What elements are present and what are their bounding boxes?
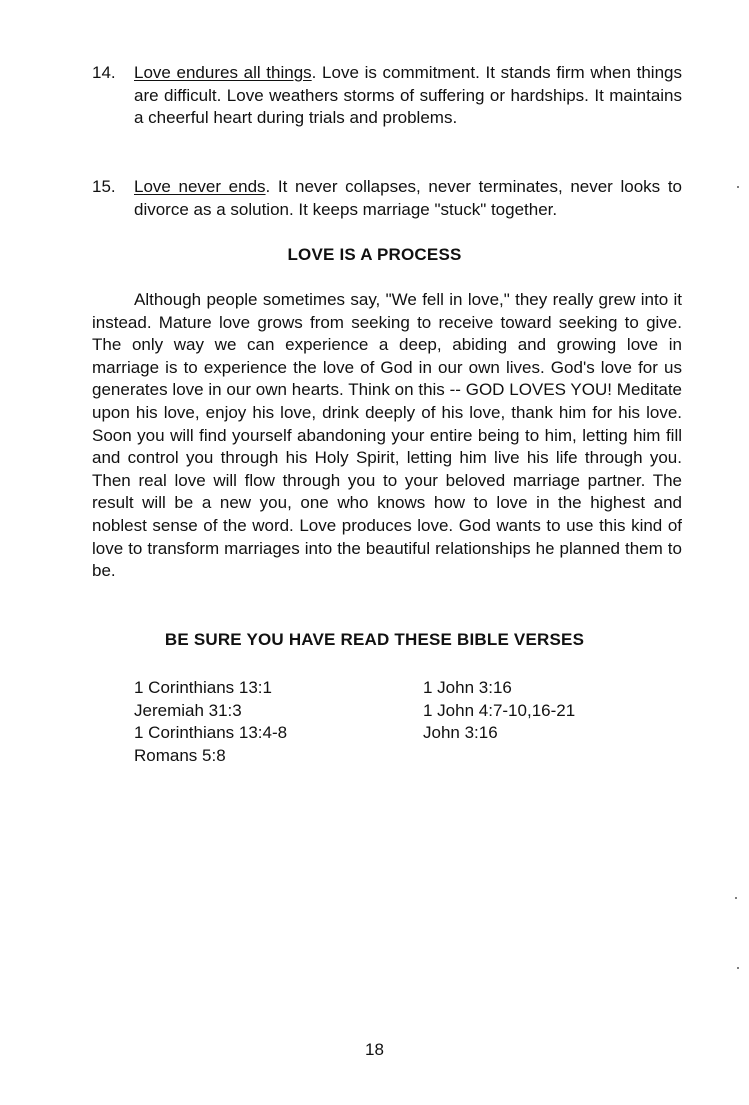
verse-column-right [423,677,575,745]
body-paragraph: Although people sometimes say, "We fell in love," they really grew into it instead. Mature love grows from seeking to receive toward seeking to give. The only way we can experience a deep, abiding and growing love in marriage is to experience the love of God in our own lives. God's love for us generates love in our own hearts. Think on this -- GOD LOVES YOU! Meditate upon his love, enjoy his love, drink deeply of his love, thank him for his love. Soon you will find yourself abandoning your entire being to him, letting him fill and control you through his Holy Spirit, letting him live his life through you. Then real love will flow through you to your beloved marriage partner. The result will be a new you, one who knows how to love in the highest and noblest sense of the word. Love produces love. God wants to use this kind of love to transform marriages into the beautiful relationships he planned them to be. [92,290,682,581]
item-number: 15. [92,177,116,196]
verse-item: Romans 5:8 [134,745,226,765]
verse-item: 1 John 4:7-10,16-21 [423,700,576,720]
verse-item: 1 Corinthians 13:1 [134,678,272,697]
list-item-14 [92,62,682,130]
verse-item: 1 John 3:16 [423,678,512,697]
item-text: . It never collapses, never terminates, never looks to divorce as a solution. It keeps marriage "stuck" together. [134,177,682,219]
scan-speck [735,897,737,899]
verse-item: 1 Corinthians 13:4-8 [134,723,288,743]
item-body [134,176,682,221]
item-title: Love endures all things [134,63,312,82]
item-text: . Love is commitment. It stands firm when things are difficult. Love weathers storms of suffering or hardships. It maintains a cheerful heart during trials and problems. [134,63,682,128]
verse-item: John 3:16 [423,723,498,743]
item-title: Love never ends [134,177,266,196]
verses-heading: BE SURE YOU HAVE READ THESE BIBLE VERSES [164,630,585,649]
section-heading: LOVE IS A PROCESS [287,245,462,264]
scan-speck [737,967,739,969]
page-number: 18 [365,1040,384,1059]
scan-speck [737,186,739,188]
list-item-15 [92,176,682,221]
item-body [134,62,682,130]
verse-item: Jeremiah 31:3 [134,700,242,720]
item-number: 14. [92,63,116,82]
verse-column-left [134,677,287,767]
